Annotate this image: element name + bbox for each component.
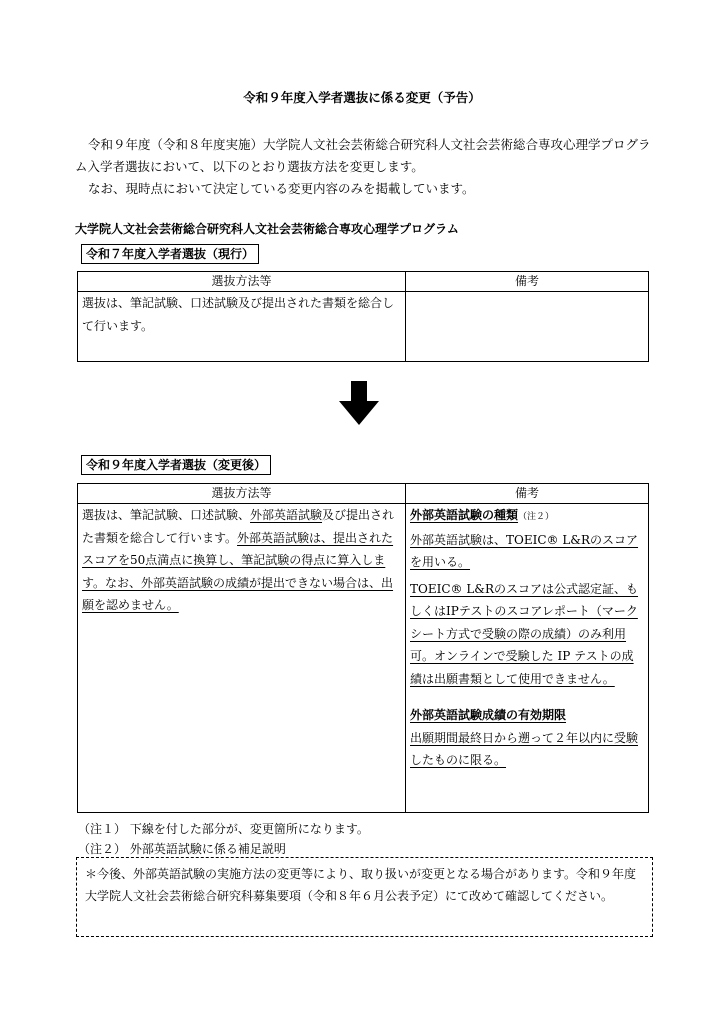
table-row [78,292,649,362]
note-ref: （注２） [518,512,555,522]
current-label: 令和７年度入学者選抜（現行） [81,244,259,264]
method-text: 及び提出された書類を総合して行います。 [82,508,395,545]
column-header-remarks: 備考 [406,272,649,292]
remarks-text: 外部英語試験は、TOEIC® L&Rのスコアを用いる。 [410,532,639,569]
column-header-method: 選抜方法等 [78,272,406,292]
column-header-method: 選抜方法等 [78,484,406,504]
method-text-changed: 外部英語試験は、提出されたスコアを50点満点に換算し、筆記試験の得点に算入します。なお、外部英語試験の成績が提出できない場合は、出願を認めません。 [82,530,394,612]
note-2: （注２） 外部英語試験に係る補足説明 [78,842,286,856]
method-cell [78,504,406,813]
intro-paragraph: 令和９年度（令和８年度実施）大学院人文社会芸術総合研究科人文社会芸術総合専攻心理学プログラム入学者選抜において、以下のとおり選抜方法を変更します。 [75,137,651,174]
method-text-changed: 外部英語試験 [250,508,323,522]
program-heading: 大学院人文社会芸術総合研究科人文社会芸術総合専攻心理学プログラム [75,222,459,236]
table-header-row [78,484,649,504]
note-1: （注１） 下線を付した部分が、変更箇所になります。 [78,822,369,836]
supplement-box: ＊今後、外部英語試験の実施方法の変更等により、取り扱いが変更となる場合があります。令和９年度大学院人文社会芸術総合研究科募集要項（令和８年６月公表予定）にて改めて確認してください。 [76,857,653,937]
down-arrow-icon [339,381,379,425]
page-title: 令和９年度入学者選抜に係る変更（予告） [243,90,481,105]
method-text: 選抜は、筆記試験、口述試験、 [82,508,251,522]
remarks-heading-type: 外部英語試験の種類（注２） [410,508,555,522]
current-table [77,271,649,362]
intro-note: なお、現時点において決定している変更内容のみを掲載しています。 [88,181,475,196]
column-header-remarks: 備考 [406,484,649,504]
remarks-cell [406,504,649,813]
table-row [78,504,649,813]
method-cell: 選抜は、筆記試験、口述試験及び提出された書類を総合して行います。 [78,292,406,362]
table-header-row [78,272,649,292]
after-label: 令和９年度入学者選抜（変更後） [81,455,271,475]
remarks-text: 出願期間最終日から遡って２年以内に受験したものに限る。 [410,730,639,767]
remarks-heading-validity: 外部英語試験成績の有効期限 [410,708,567,722]
remarks-text: TOEIC® L&Rのスコアは公式認定証、もしくはIPテストのスコアレポート（マークシート方式で受験の際の成績）のみ利用可。オンラインで受験した IP テストの成績は出願書類として使用できません。 [410,581,639,686]
remarks-cell [406,292,649,362]
after-table [77,483,649,813]
